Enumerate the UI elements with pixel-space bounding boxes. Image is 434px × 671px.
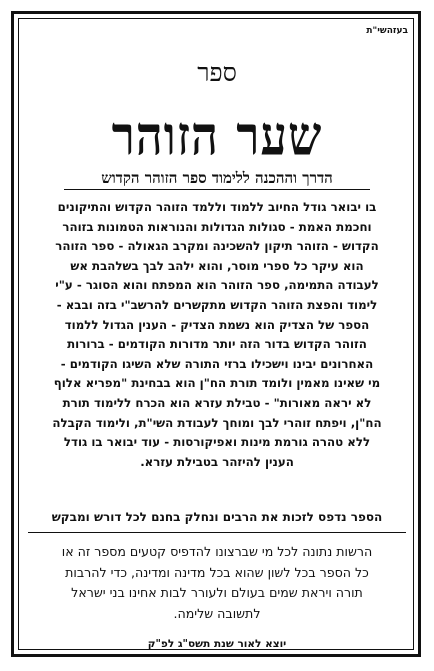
reprint-rights-text <box>24 542 410 624</box>
publication-year: יוצא לאור שנת תשס"ג לפ"ק <box>147 638 287 650</box>
subtitle-underline <box>64 189 370 190</box>
description-line: הספר של הצדיק הוא נשמת הצדיק - הענין הגדול ללמוד <box>64 317 370 332</box>
sefer-label: ספר <box>197 58 237 87</box>
rights-line: תורה ויראת שמים בעולם ולעורר לבות אחינו בני ישראל <box>71 585 363 600</box>
description-line: הענין להיזהר בטבילת עזרא. <box>140 454 294 469</box>
description-line: מי שאינו מאמין ולומד תורת הח"ן הוא בבחינת "מפריא אלוף <box>53 376 381 391</box>
book-subtitle: הדרך וההכנה ללימוד ספר הזוהר הקדוש <box>101 169 333 187</box>
description-line: הקדוש - הזוהר תיקון להשכינה ומקרב הגאולה - ספר הזוהר <box>55 239 379 254</box>
divider <box>28 532 406 533</box>
book-title: שער הזוהר <box>111 104 323 169</box>
free-distribution-notice: הספר נדפס לזכות את הרבים ונחלק בחנם לכל דורש ומבקש <box>51 510 383 524</box>
description-line: וחכמת האמת - סגולות הגדולות והנוראות הטמונות בזוהר <box>62 219 372 234</box>
description-text <box>24 198 410 472</box>
blessing-abbreviation: בעזהשי"ת <box>366 26 408 36</box>
description-line: הוא עיקר כל ספרי מוסר, והוא ילהב לבך בשלהבת אש <box>70 258 364 273</box>
title-page-content <box>24 22 410 650</box>
description-line: ללא טהרה גורמת מינות ואפיקורסות - עוד יבואר בו גודל <box>63 435 371 450</box>
description-line: האחרונים יבינו וישכילו ברזי התורה שלא השיגו הקודמים - <box>60 356 374 371</box>
description-line: הזוהר הקדוש בדור הזה יותר מדורות הקודמים - ברורות <box>67 337 367 352</box>
description-line: לא יראה מאורות" - טבילת עזרא הוא הכרח ללימוד תורת <box>62 395 372 410</box>
rights-line: הרשות נתונה לכל מי שברצונו להדפיס קטעים מספר זה או <box>61 544 373 559</box>
rights-line: כל הספר בכל לשון שהוא בכל מדינה ומדינה, כדי להרבות <box>65 564 369 580</box>
description-line: לעבודה התמימה, ספר הזוהר הוא המפתח והוא הסוגר - ע"י <box>55 278 379 293</box>
description-line: הח"ן, ויפתח זוהרי לבך ומוחך לעבודת השי"ת, ולימוד הקבלה <box>52 415 382 430</box>
description-line: בו יבואר גודל החיוב ללמוד וללמד הזוהר הקדוש והתיקונים <box>57 200 377 214</box>
rights-line: לתשובה שלימה. <box>173 605 261 621</box>
description-line: לימוד והפצת הזוהר הקדוש מתקשרים להרשב"י בזה ובבא - <box>56 297 378 312</box>
